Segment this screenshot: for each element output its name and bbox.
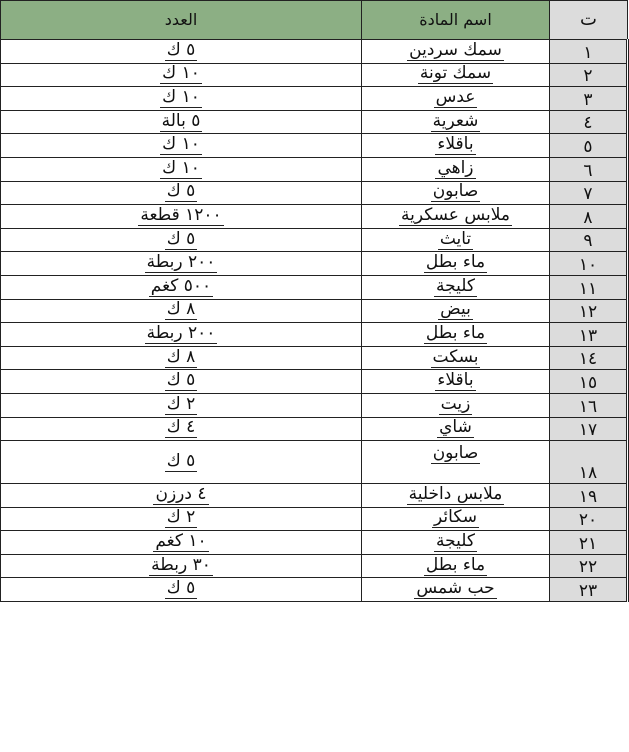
item-quantity: ٣٠ ربطة: [151, 554, 211, 575]
row-number: ٢١: [550, 531, 628, 555]
item-name-cell: [362, 370, 550, 394]
table-row: [1, 134, 628, 158]
row-number: ١٨: [550, 441, 628, 484]
item-quantity: ١٠ ك: [162, 63, 200, 84]
table-row: [1, 393, 628, 417]
row-number: ٢٠: [550, 507, 628, 531]
item-name-cell: [362, 484, 550, 508]
item-name-cell: [362, 578, 550, 602]
item-quantity: ٥ ك: [166, 181, 196, 202]
quantity-cell: [1, 252, 362, 276]
item-quantity: ٢ ك: [166, 393, 196, 414]
row-number: ٢٣: [550, 578, 628, 602]
quantity-cell: [1, 205, 362, 229]
item-name: حب شمس: [416, 578, 495, 599]
row-number: ٧: [550, 181, 628, 205]
item-name-cell: [362, 110, 550, 134]
item-quantity: ١٠ ك: [162, 134, 200, 155]
item-name: ماء بطل: [425, 554, 486, 575]
quantity-cell: [1, 554, 362, 578]
item-name: شعرية: [432, 110, 479, 131]
item-name-cell: [362, 40, 550, 64]
item-name: كليجة: [436, 275, 475, 296]
item-name-cell: [362, 393, 550, 417]
quantity-cell: [1, 157, 362, 181]
item-name: ملابس عسكرية: [401, 204, 510, 225]
row-number: ١٤: [550, 346, 628, 370]
item-name-cell: [362, 346, 550, 370]
quantity-cell: [1, 441, 362, 484]
item-name: باقلاء: [437, 370, 474, 391]
quantity-cell: [1, 507, 362, 531]
item-quantity: ٥٠٠ كغم: [150, 275, 212, 296]
item-name: سمك تونة: [419, 63, 492, 84]
table-row: [1, 63, 628, 87]
item-name-cell: [362, 554, 550, 578]
table-row: [1, 228, 628, 252]
table-row: [1, 370, 628, 394]
table-row: [1, 323, 628, 347]
item-quantity: ٥ ك: [166, 370, 196, 391]
quantity-cell: [1, 531, 362, 555]
quantity-cell: [1, 110, 362, 134]
item-quantity: ١٠ كغم: [155, 531, 207, 552]
header-number: ت: [550, 1, 628, 40]
quantity-cell: [1, 346, 362, 370]
table-row: [1, 181, 628, 205]
item-quantity: ٥ ك: [166, 450, 196, 471]
table-row: [1, 554, 628, 578]
header-quantity: العدد: [1, 1, 362, 40]
item-quantity: ٤ درزن: [155, 483, 207, 504]
quantity-cell: [1, 393, 362, 417]
item-name: تايث: [439, 228, 472, 249]
row-number: ١٣: [550, 323, 628, 347]
item-name: سكائر: [434, 507, 477, 528]
quantity-cell: [1, 134, 362, 158]
row-number: ١١: [550, 275, 628, 299]
item-quantity: ٢ ك: [166, 507, 196, 528]
table-row: [1, 157, 628, 181]
item-quantity: ٥ ك: [166, 228, 196, 249]
row-number: ٨: [550, 205, 628, 229]
item-name: شاي: [439, 417, 472, 438]
item-name: بيض: [440, 299, 471, 320]
item-name-cell: [362, 63, 550, 87]
item-quantity: ٥ ك: [166, 578, 196, 599]
table-row: [1, 275, 628, 299]
item-quantity: ١٠ ك: [162, 157, 200, 178]
item-name-cell: [362, 87, 550, 111]
item-name-cell: [362, 531, 550, 555]
row-number: ١٧: [550, 417, 628, 441]
item-quantity: ٨ ك: [166, 346, 196, 367]
row-number: ٩: [550, 228, 628, 252]
row-number: ٦: [550, 157, 628, 181]
item-name-cell: [362, 228, 550, 252]
row-number: ٢٢: [550, 554, 628, 578]
item-quantity: ٥ ك: [166, 39, 196, 60]
row-number: ١٦: [550, 393, 628, 417]
quantity-cell: [1, 417, 362, 441]
table-row: [1, 40, 628, 64]
item-name-cell: [362, 205, 550, 229]
row-number: ١٠: [550, 252, 628, 276]
item-quantity: ٥ بالة: [161, 110, 201, 131]
quantity-cell: [1, 40, 362, 64]
item-name: ملابس داخلية: [408, 483, 503, 504]
header-row: [1, 1, 628, 40]
row-number: ١٢: [550, 299, 628, 323]
item-name: سمك سردين: [409, 39, 502, 60]
table-row: [1, 441, 628, 484]
quantity-cell: [1, 87, 362, 111]
item-name-cell: [362, 157, 550, 181]
item-name: بسكت: [432, 346, 479, 367]
table-row: [1, 252, 628, 276]
table-row: [1, 531, 628, 555]
row-number: ١٩: [550, 484, 628, 508]
table-row: [1, 507, 628, 531]
item-name: عدس: [435, 86, 476, 107]
item-quantity: ٨ ك: [166, 299, 196, 320]
quantity-cell: [1, 484, 362, 508]
row-number: ١٥: [550, 370, 628, 394]
quantity-cell: [1, 323, 362, 347]
quantity-cell: [1, 370, 362, 394]
table-row: [1, 110, 628, 134]
table-row: [1, 417, 628, 441]
item-name: صابون: [432, 443, 479, 464]
table-row: [1, 205, 628, 229]
item-name-cell: [362, 323, 550, 347]
quantity-cell: [1, 299, 362, 323]
quantity-cell: [1, 228, 362, 252]
item-name: كليجة: [436, 531, 475, 552]
item-name-cell: [362, 275, 550, 299]
item-quantity: ٤ ك: [166, 417, 196, 438]
item-name: زاهي: [437, 157, 474, 178]
row-number: ٤: [550, 110, 628, 134]
item-name: صابون: [432, 181, 479, 202]
item-name: باقلاء: [437, 134, 474, 155]
table-row: [1, 578, 628, 602]
row-number: ١: [550, 40, 628, 64]
quantity-cell: [1, 63, 362, 87]
item-name: زيت: [440, 393, 471, 414]
item-quantity: ١٠ ك: [162, 86, 200, 107]
item-name-cell: [362, 507, 550, 531]
quantity-cell: [1, 181, 362, 205]
item-name-cell: [362, 134, 550, 158]
table-body: [1, 40, 628, 602]
item-name-cell: [362, 181, 550, 205]
item-name-cell: [362, 299, 550, 323]
table-row: [1, 87, 628, 111]
item-quantity: ٢٠٠ ربطة: [146, 252, 216, 273]
item-name: ماء بطل: [425, 252, 486, 273]
item-name-cell: [362, 441, 550, 484]
item-name-cell: [362, 252, 550, 276]
item-name-cell: [362, 417, 550, 441]
item-quantity: ٢٠٠ ربطة: [146, 322, 216, 343]
row-number: ٥: [550, 134, 628, 158]
row-number: ٢: [550, 63, 628, 87]
header-item-name: اسم المادة: [362, 1, 550, 40]
item-name: ماء بطل: [425, 322, 486, 343]
quantity-cell: [1, 275, 362, 299]
table-row: [1, 484, 628, 508]
table-row: [1, 346, 628, 370]
table-row: [1, 299, 628, 323]
row-number: ٣: [550, 87, 628, 111]
item-quantity: ١٢٠٠ قطعة: [140, 204, 222, 225]
quantity-cell: [1, 578, 362, 602]
